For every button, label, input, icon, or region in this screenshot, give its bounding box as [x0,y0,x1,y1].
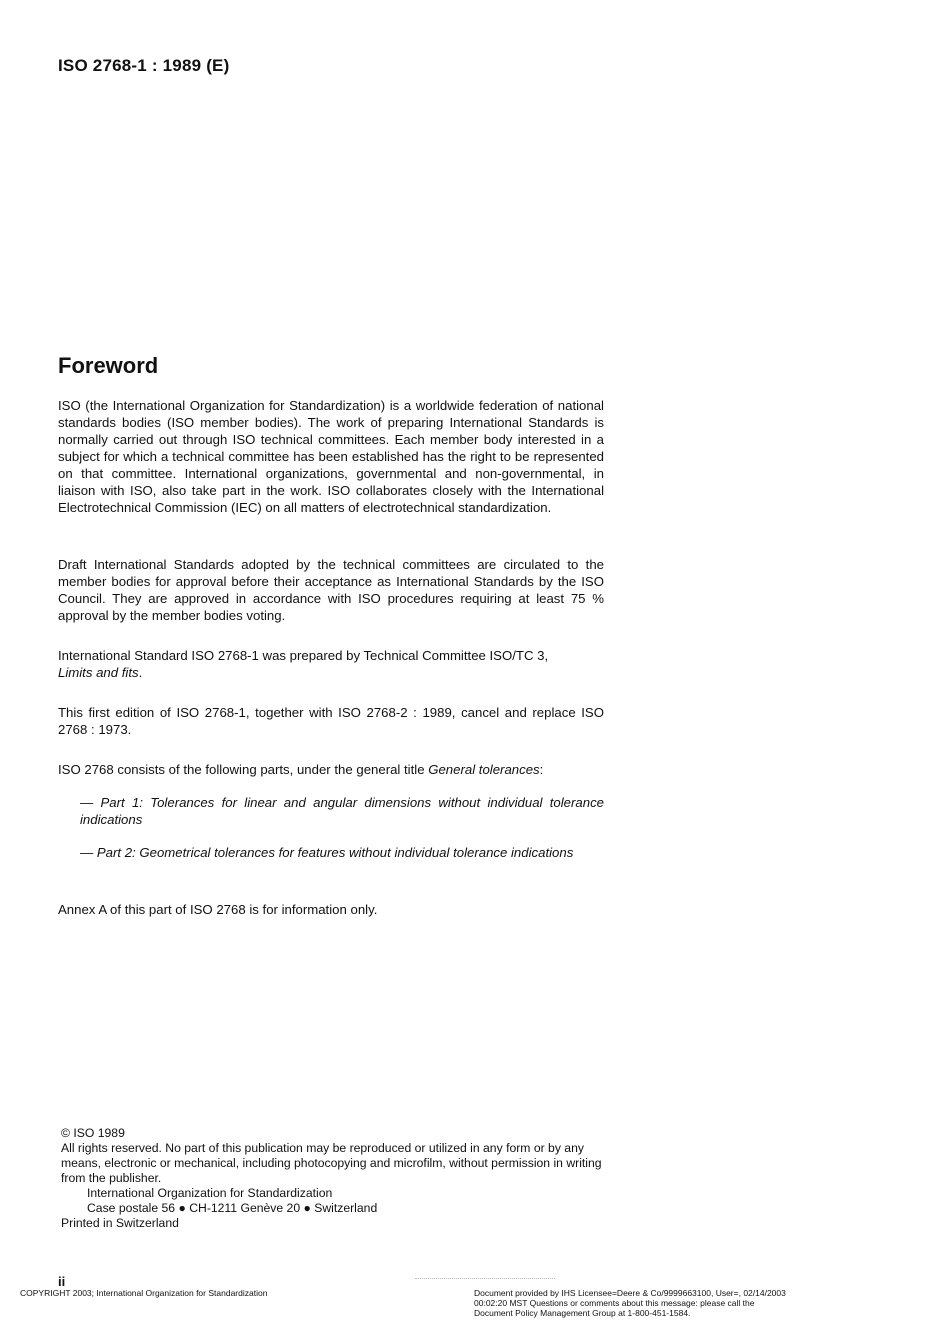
paragraph-draft-standards: Draft International Standards adopted by the technical committees are circulated to the member bodies for approval before their acceptance as International Standards by the ISO Council. They are approved in accordance with ISO procedures requiring at least 75 % approval by the member bodies voting. [58,557,604,623]
parts-text: ISO 2768 consists of the following parts, under the general title [58,762,425,777]
publisher-address: Case postale 56 ● CH-1211 Genève 20 ● Switzerland [87,1201,378,1215]
rights-statement: All rights reserved. No part of this publication may be reproduced or utilized in any form or by any means, electronic or mechanical, including photocopying and microfilm, without permission in writing from the publisher. [61,1141,602,1185]
footer-copyright: COPYRIGHT 2003; International Organization for Standardization [20,1288,268,1298]
page-number: ii [58,1274,66,1289]
paragraph-first-edition: This first edition of ISO 2768-1, together with ISO 2768-2 : 1989, cancel and replace ISO 2768 : 1973. [58,705,604,737]
paragraph-iso-description: ISO (the International Organization for Standardization) is a worldwide federation of national standards bodies (ISO member bodies). The work of preparing International Standards is normally carried out through ISO technical committees. Each member body interested in a subject for which a technical committee has been established has the right to be represented on that committee. International organizations, governmental and non-governmental, in liaison with ISO, also take part in the work. ISO collaborates closely with the International Electrotechnical Commission (IEC) on all matters of electrotechnical standardization. [58,398,604,515]
list-item-part1: — Part 1: Tolerances for linear and angular dimensions without individual tolerance indications [80,795,604,827]
printed-in: Printed in Switzerland [61,1216,179,1230]
prepared-by-end: . [138,665,143,680]
parts-end: : [539,762,544,777]
list-item-part2: — Part 2: Geometrical tolerances for features without individual tolerance indications [80,845,574,860]
document-header: ISO 2768-1 : 1989 (E) [58,56,230,75]
committee-title: Limits and fits [58,665,139,680]
footer-divider [415,1278,555,1279]
section-title: Foreword [58,353,159,378]
paragraph-annex: Annex A of this part of ISO 2768 is for information only. [58,902,378,917]
copyright-block [61,1126,607,1231]
paragraph-parts [58,761,604,778]
paragraph-prepared-by [58,647,604,681]
prepared-by-text: International Standard ISO 2768-1 was prepared by Technical Committee ISO/TC 3, [58,648,549,663]
general-title: General tolerances [428,762,540,777]
footer-license-notice: Document provided by IHS Licensee=Deere & Co/9999663100, User=, 02/14/2003 00:02:20 MST Questions or comments about this message: please call the Document Policy Management Group at 1-800-451-1584. [474,1288,786,1318]
copyright-line: © ISO 1989 [61,1126,125,1140]
publisher-org: International Organization for Standardization [87,1186,333,1200]
